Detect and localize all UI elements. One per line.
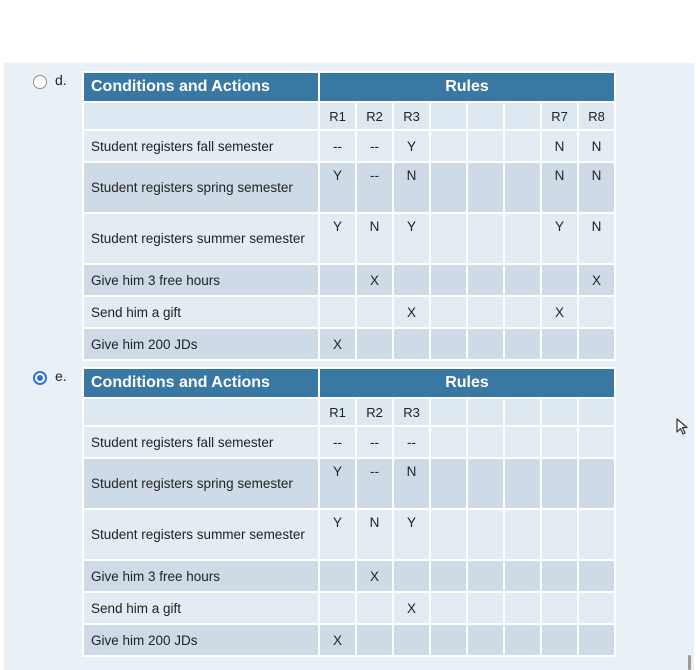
rule-cell: --: [356, 458, 393, 509]
rule-cell: X: [541, 296, 578, 328]
rule-cell: [393, 560, 430, 592]
header-conditions-actions: Conditions and Actions: [83, 368, 319, 398]
rule-cell: Y: [393, 509, 430, 560]
rule-cell: Y: [393, 213, 430, 264]
rule-cell: [541, 264, 578, 296]
rule-cell: --: [356, 426, 393, 458]
rule-cell: [578, 592, 615, 624]
table-row: [83, 560, 615, 592]
rule-label: [430, 102, 467, 130]
row-label: Give him 200 JDs: [83, 624, 319, 656]
rule-cell: [504, 162, 541, 213]
row-label: Give him 3 free hours: [83, 264, 319, 296]
rule-cell: [578, 509, 615, 560]
rule-cell: [467, 130, 504, 162]
rule-cell: X: [319, 624, 356, 656]
table-row: [83, 624, 615, 656]
rule-label: R1: [319, 102, 356, 130]
option-letter-d: d.: [55, 72, 67, 88]
rule-cell: [578, 458, 615, 509]
row-label: Give him 3 free hours: [83, 560, 319, 592]
rule-cell: [430, 130, 467, 162]
rule-cell: [430, 426, 467, 458]
rule-cell: [430, 592, 467, 624]
rule-label: R1: [319, 398, 356, 426]
rule-cell: [356, 592, 393, 624]
table-row: [83, 328, 615, 360]
rule-cell: --: [356, 162, 393, 213]
table-row: [83, 213, 615, 264]
rule-cell: [430, 213, 467, 264]
row-label: Student registers fall semester: [83, 426, 319, 458]
rule-cell: Y: [393, 130, 430, 162]
rule-cell: --: [393, 426, 430, 458]
rule-cell: [319, 296, 356, 328]
rule-cell: [504, 296, 541, 328]
header-rules: Rules: [319, 72, 615, 102]
row-label: Student registers summer semester: [83, 509, 319, 560]
rule-cell: [541, 458, 578, 509]
table-row: [83, 296, 615, 328]
rule-cell: [467, 592, 504, 624]
row-label: Send him a gift: [83, 592, 319, 624]
rule-label: [430, 398, 467, 426]
rule-cell: [467, 458, 504, 509]
rule-cell: X: [319, 328, 356, 360]
rule-cell: [504, 458, 541, 509]
row-label: Student registers spring semester: [83, 458, 319, 509]
rule-label: [541, 398, 578, 426]
radio-option-e[interactable]: [33, 371, 47, 385]
rule-cell: [541, 592, 578, 624]
rule-cell: [430, 264, 467, 296]
rule-cell: [393, 264, 430, 296]
rule-cell: [430, 560, 467, 592]
rule-cell: [430, 162, 467, 213]
row-label: Student registers summer semester: [83, 213, 319, 264]
rule-cell: [504, 560, 541, 592]
rule-cell: Y: [541, 213, 578, 264]
rule-label: R3: [393, 102, 430, 130]
rule-cell: [504, 426, 541, 458]
rule-cell: Y: [319, 213, 356, 264]
rule-header-blank: [83, 102, 319, 130]
rule-cell: [467, 624, 504, 656]
decision-table-d: [82, 71, 616, 361]
rule-cell: [504, 264, 541, 296]
rule-cell: [504, 130, 541, 162]
rule-cell: --: [319, 426, 356, 458]
rule-cell: --: [319, 130, 356, 162]
rule-cell: Y: [319, 162, 356, 213]
table-row: [83, 509, 615, 560]
rule-cell: [541, 560, 578, 592]
rule-label: [504, 102, 541, 130]
rule-cell: [504, 509, 541, 560]
decision-table-e: [82, 367, 616, 657]
rule-cell: X: [393, 296, 430, 328]
rule-label: R2: [356, 102, 393, 130]
header-rules: Rules: [319, 368, 615, 398]
rule-cell: [393, 624, 430, 656]
rule-label: R2: [356, 398, 393, 426]
rule-cell: X: [356, 560, 393, 592]
rule-cell: [393, 328, 430, 360]
table-row: [83, 264, 615, 296]
rule-cell: [578, 624, 615, 656]
rule-cell: [319, 592, 356, 624]
rule-cell: [356, 296, 393, 328]
row-label: Student registers spring semester: [83, 162, 319, 213]
rule-cell: [430, 296, 467, 328]
table-row: [83, 592, 615, 624]
rule-cell: [467, 213, 504, 264]
radio-option-d[interactable]: [33, 75, 47, 89]
rule-cell: [430, 328, 467, 360]
rule-label: R8: [578, 102, 615, 130]
rule-cell: X: [356, 264, 393, 296]
rule-cell: [467, 509, 504, 560]
rule-cell: [578, 296, 615, 328]
rule-cell: [504, 592, 541, 624]
rule-cell: [541, 624, 578, 656]
rule-cell: [504, 624, 541, 656]
header-conditions-actions: Conditions and Actions: [83, 72, 319, 102]
rule-cell: [467, 162, 504, 213]
rule-cell: [319, 560, 356, 592]
rule-cell: X: [578, 264, 615, 296]
rule-cell: [578, 560, 615, 592]
row-label: Send him a gift: [83, 296, 319, 328]
rule-cell: [319, 264, 356, 296]
rule-cell: [541, 328, 578, 360]
rule-cell: [356, 624, 393, 656]
rule-cell: N: [578, 213, 615, 264]
table-row: [83, 426, 615, 458]
rule-cell: N: [578, 130, 615, 162]
row-label: Student registers fall semester: [83, 130, 319, 162]
rule-cell: Y: [319, 509, 356, 560]
rule-cell: [467, 264, 504, 296]
row-label: Give him 200 JDs: [83, 328, 319, 360]
mouse-pointer-icon: [676, 418, 690, 436]
rule-cell: [504, 328, 541, 360]
rule-cell: [430, 458, 467, 509]
rule-cell: Y: [319, 458, 356, 509]
rule-cell: N: [393, 458, 430, 509]
option-letter-e: e.: [55, 368, 67, 384]
rule-cell: [467, 328, 504, 360]
rule-cell: [467, 296, 504, 328]
rule-cell: [504, 213, 541, 264]
table-row: [83, 458, 615, 509]
rule-label: [578, 398, 615, 426]
rule-cell: [541, 509, 578, 560]
rule-cell: [430, 509, 467, 560]
rule-label: [467, 102, 504, 130]
rule-cell: [578, 426, 615, 458]
rule-header-blank: [83, 398, 319, 426]
rule-cell: [356, 328, 393, 360]
rule-cell: [467, 560, 504, 592]
rule-cell: [430, 624, 467, 656]
rule-cell: N: [541, 130, 578, 162]
rule-cell: [541, 426, 578, 458]
scrollbar-thumb[interactable]: [688, 655, 691, 670]
rule-cell: N: [578, 162, 615, 213]
table-row: [83, 162, 615, 213]
rule-cell: N: [356, 509, 393, 560]
rule-label: R7: [541, 102, 578, 130]
rule-cell: --: [356, 130, 393, 162]
rule-label: [504, 398, 541, 426]
rule-cell: [467, 426, 504, 458]
rule-label: R3: [393, 398, 430, 426]
rule-cell: N: [541, 162, 578, 213]
rule-cell: [578, 328, 615, 360]
rule-cell: N: [356, 213, 393, 264]
rule-label: [467, 398, 504, 426]
table-row: [83, 130, 615, 162]
rule-cell: X: [393, 592, 430, 624]
rule-cell: N: [393, 162, 430, 213]
